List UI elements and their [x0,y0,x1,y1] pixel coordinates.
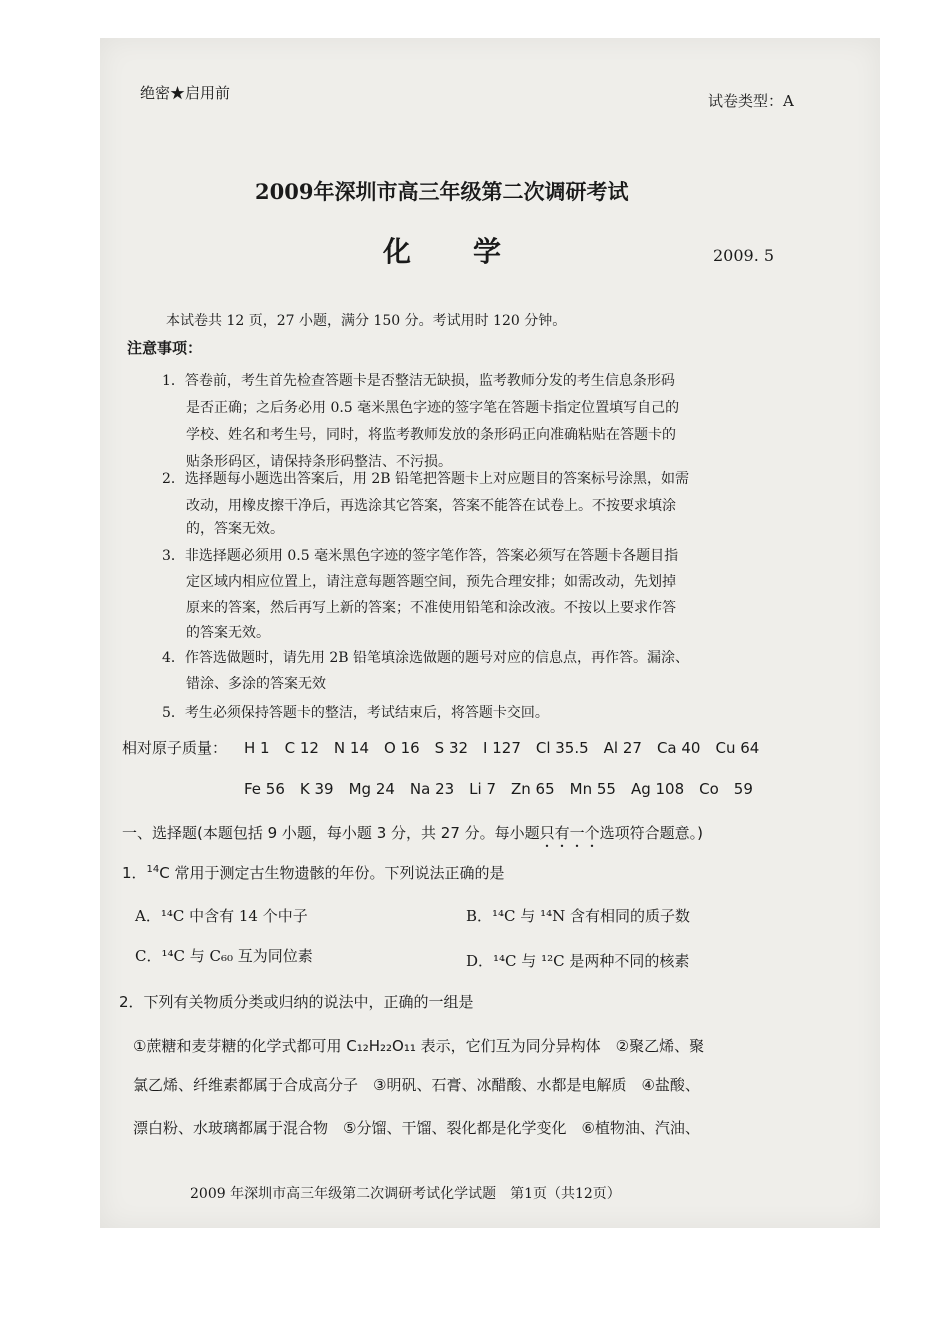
notice-line: 的，答案无效。 [186,521,284,537]
q2-line-2: 氯乙烯、纤维素都属于合成高分子 ③明矾、石膏、冰醋酸、水都是电解质 ④盐酸、 [133,1076,700,1094]
notice-line: 的答案无效。 [186,625,270,641]
exam-date: 2009. 5 [713,246,775,265]
notice-line: 3．非选择题必须用 0.5 毫米黑色字迹的签字笔作答，答案必须写在答题卡各题目指 [162,548,679,564]
q2-stem: 2．下列有关物质分类或归纳的说法中，正确的一组是 [119,993,474,1011]
q1-option-b: B．¹⁴C 与 ¹⁴N 含有相同的质子数 [466,907,690,925]
q1-isotope-sup: 14 [146,864,160,875]
q1-number: 1． [122,864,147,882]
notice-line: 贴条形码区，请保持条形码整洁、不污损。 [186,454,452,470]
notice-line: 4．作答选做题时，请先用 2B 铅笔填涂选做题的题号对应的信息点，再作答。漏涂、 [162,650,690,666]
notice-line: 原来的答案，然后再写上新的答案；不准使用铅笔和涂改液。不按以上要求作答 [186,600,676,616]
notice-line: 学校、姓名和考生号，同时，将监考教师发放的条形码正向准确粘贴在答题卡的 [186,427,676,443]
q1-option-c: C．¹⁴C 与 C₆₀ 互为同位素 [135,947,313,965]
q2-line-3: 漂白粉、水玻璃都属于混合物 ⑤分馏、干馏、裂化都是化学变化 ⑥植物油、汽油、 [133,1119,700,1137]
notice-line: 2．选择题每小题选出答案后，用 2B 铅笔把答题卡上对应题目的答案标号涂黑，如需 [162,471,690,487]
page-footer: 2009 年深圳市高三年级第二次调研考试化学试题 第1页（共12页） [190,1186,621,1202]
notice-line: 改动，用橡皮擦干净后，再选涂其它答案，答案不能答在试卷上。不按要求填涂 [186,498,676,514]
subject-title: 化 学 [383,235,504,268]
q1-option-a: A．¹⁴C 中含有 14 个中子 [135,907,308,925]
section1-heading [122,822,703,851]
notice-line: 错涂、多涂的答案无效 [186,676,326,692]
notice-line: 1．答卷前，考生首先检查答题卡是否整洁无缺损，监考教师分发的考生信息条形码 [162,373,675,389]
section1-heading-b: 选项符合题意。) [599,824,704,842]
notice-line: 定区域内相应位置上，请注意每题答题空间，预先合理安排；如需改动，先划掉 [186,574,676,590]
section1-heading-a: 一、选择题(本题包括 9 小题，每小题 3 分，共 27 分。每小题 [122,824,540,842]
notice-line: 是否正确；之后务必用 0.5 毫米黑色字迹的签字笔在答题卡指定位置填写自己的 [186,400,680,416]
atomic-mass-row1: H 1 C 12 N 14 O 16 S 32 I 127 Cl 35.5 Al 27 Ca 40 Cu 64 [244,739,760,757]
notice-line: 5．考生必须保持答题卡的整洁，考试结束后，将答题卡交回。 [162,705,549,721]
q1-option-d: D．¹⁴C 与 ¹²C 是两种不同的核素 [466,952,690,970]
atomic-mass-label: 相对原子质量： [122,739,228,757]
notice-heading: 注意事项： [127,339,203,357]
q2-line-1: ①蔗糖和麦芽糖的化学式都可用 C₁₂H₂₂O₁₁ 表示，它们互为同分异构体 ②聚乙烯、聚 [133,1037,705,1055]
confidential-mark: 绝密★启用前 [140,84,231,102]
atomic-mass-row2: Fe 56 K 39 Mg 24 Na 23 Li 7 Zn 65 Mn 55 Ag 108 Co 59 [244,780,753,798]
q1-stem-text: C 常用于测定古生物遗骸的年份。下列说法正确的是 [159,864,505,882]
q1-stem [122,862,505,883]
paper-type: 试卷类型：A [708,92,794,110]
paper-intro: 本试卷共 12 页，27 小题，满分 150 分。考试用时 120 分钟。 [166,313,567,329]
section1-heading-emphasis: 只有一个 [539,824,600,842]
exam-title: 2009年深圳市高三年级第二次调研考试 [255,179,629,204]
